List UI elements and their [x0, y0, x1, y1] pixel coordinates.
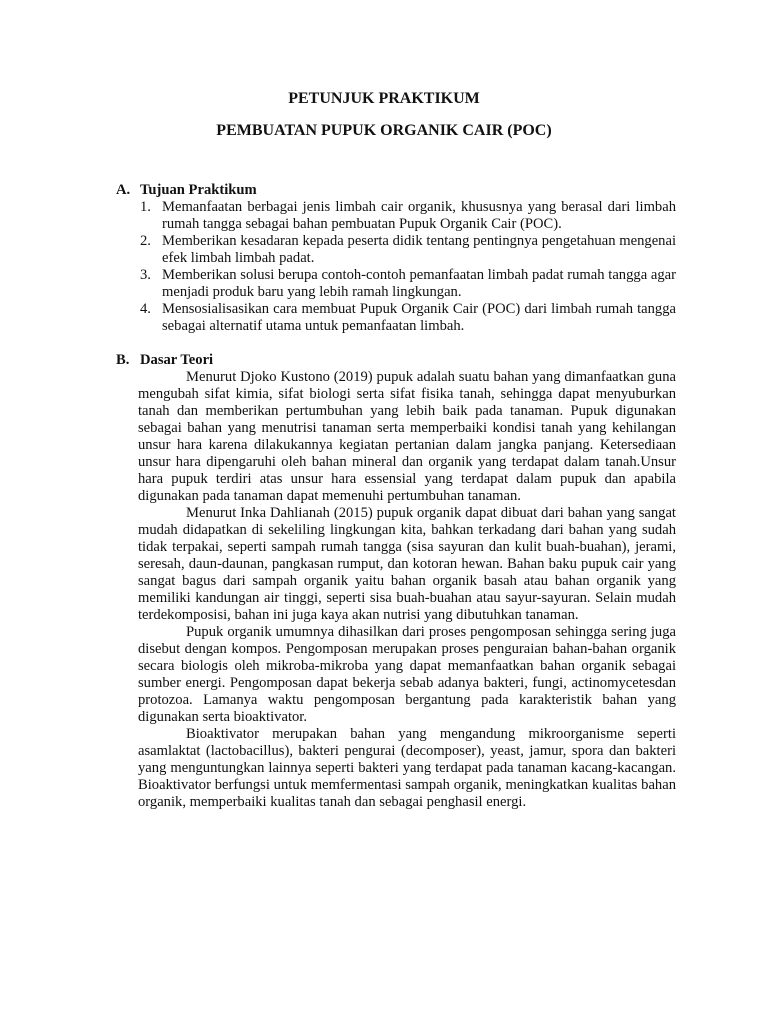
list-item-number: 2. [140, 233, 151, 249]
objectives-list [116, 199, 676, 335]
section-dasar-teori [116, 352, 676, 811]
document-subtitle: PEMBUATAN PUPUK ORGANIK CAIR (POC) [216, 122, 552, 139]
list-item [116, 267, 676, 301]
list-item-text: Mensosialisasikan cara membuat Pupuk Organik Cair (POC) dari limbah rumah tangga sebagai alternatif utama untuk pemanfaatan limbah. [162, 301, 676, 334]
paragraph: Menurut Inka Dahlianah (2015) pupuk organik dapat dibuat dari bahan yang sangat mudah didapatkan di sekeliling lingkungan kita, bahkan terkadang dari bahan yang sudah tidak terpakai, seperti sampah rumah tangga (sisa sayuran dan kulit buah-buahan), jerami, seresah, daun-daunan, pangkasan rumput, dan kotoran hewan. Bahan baku pupuk cair yang sangat bagus dari sampah organik yaitu bahan organik basah atau bahan organik yang memiliki kandungan air tinggi, seperti sisa buah-buahan atau sayur-sayuran. Selain mudah terdekomposisi, bahan ini juga kaya akan nutrisi yang dibutuhkan tanaman. [138, 505, 676, 623]
document-title: PETUNJUK PRAKTIKUM [288, 90, 480, 107]
section-heading [116, 352, 676, 369]
list-item-number: 4. [140, 301, 151, 317]
list-item-text: Memberikan kesadaran kepada peserta didik tentang pentingnya pengetahuan mengenai efek limbah limbah padat. [162, 233, 676, 266]
section-heading-text: Tujuan Praktikum [140, 182, 257, 198]
section-heading-text: Dasar Teori [140, 352, 214, 368]
list-item-text: Memberikan solusi berupa contoh-contoh pemanfaatan limbah padat rumah tangga agar menjadi produk baru yang lebih ramah lingkungan. [162, 267, 676, 300]
list-item-number: 3. [140, 267, 151, 283]
paragraph: Menurut Djoko Kustono (2019) pupuk adalah suatu bahan yang dimanfaatkan guna mengubah sifat kimia, sifat biologi serta sifat fisika tanah, sehingga dapat menyuburkan tanah dan memberikan pertumbuhan yang lebih baik pada tanaman. Pupuk digunakan sebagai bahan yang menutrisi tanaman serta memperbaiki kondisi tanah yang kehilangan unsur hara karena dilakukannya kegiatan pertanian dalam jangka panjang. Ketersediaan unsur hara dipengaruhi oleh bahan mineral dan organik yang terdapat dalam tanah.Unsur hara pupuk terdiri atas unsur hara essensial yang terdapat dalam pupuk dan apabila digunakan pada tanaman dapat memenuhi pertumbuhan tanaman. [138, 369, 676, 504]
section-heading [116, 182, 676, 199]
paragraph: Pupuk organik umumnya dihasilkan dari proses pengomposan sehingga sering juga disebut dengan kompos. Pengomposan merupakan proses penguraian bahan-bahan organik secara biologis oleh mikroba-mikroba yang dapat memanfaatkan bahan organik sebagai sumber energi. Pengomposan dapat bekerja sebab adanya bakteri, fungi, actinomycetesdan protozoa. Lamanya waktu pengomposan bergantung pada karakteristik bahan yang digunakan serta bioaktivator. [138, 624, 676, 725]
list-item [116, 301, 676, 335]
list-item-text: Memanfaatan berbagai jenis limbah cair organik, khususnya yang berasal dari limbah rumah tangga sebagai bahan pembuatan Pupuk Organik Cair (POC). [162, 199, 676, 232]
section-letter: A. [116, 182, 131, 198]
theory-body [116, 369, 676, 811]
list-item [116, 233, 676, 267]
list-item [116, 199, 676, 233]
paragraph: Bioaktivator merupakan bahan yang mengandung mikroorganisme seperti asamlaktat (lactobacillus), bakteri pengurai (decomposer), yeast, jamur, spora dan bakteri yang menguntungkan lainnya seperti bakteri yang terdapat pada tanaman kacang-kacangan. Bioaktivator berfungsi untuk memfermentasi sampah organik, meningkatkan kualitas bahan organik, memperbaiki kualitas tanah dan sebagai penghasil energi. [138, 726, 676, 810]
section-tujuan-praktikum [116, 182, 676, 335]
section-letter: B. [116, 352, 130, 368]
list-item-number: 1. [140, 199, 151, 215]
